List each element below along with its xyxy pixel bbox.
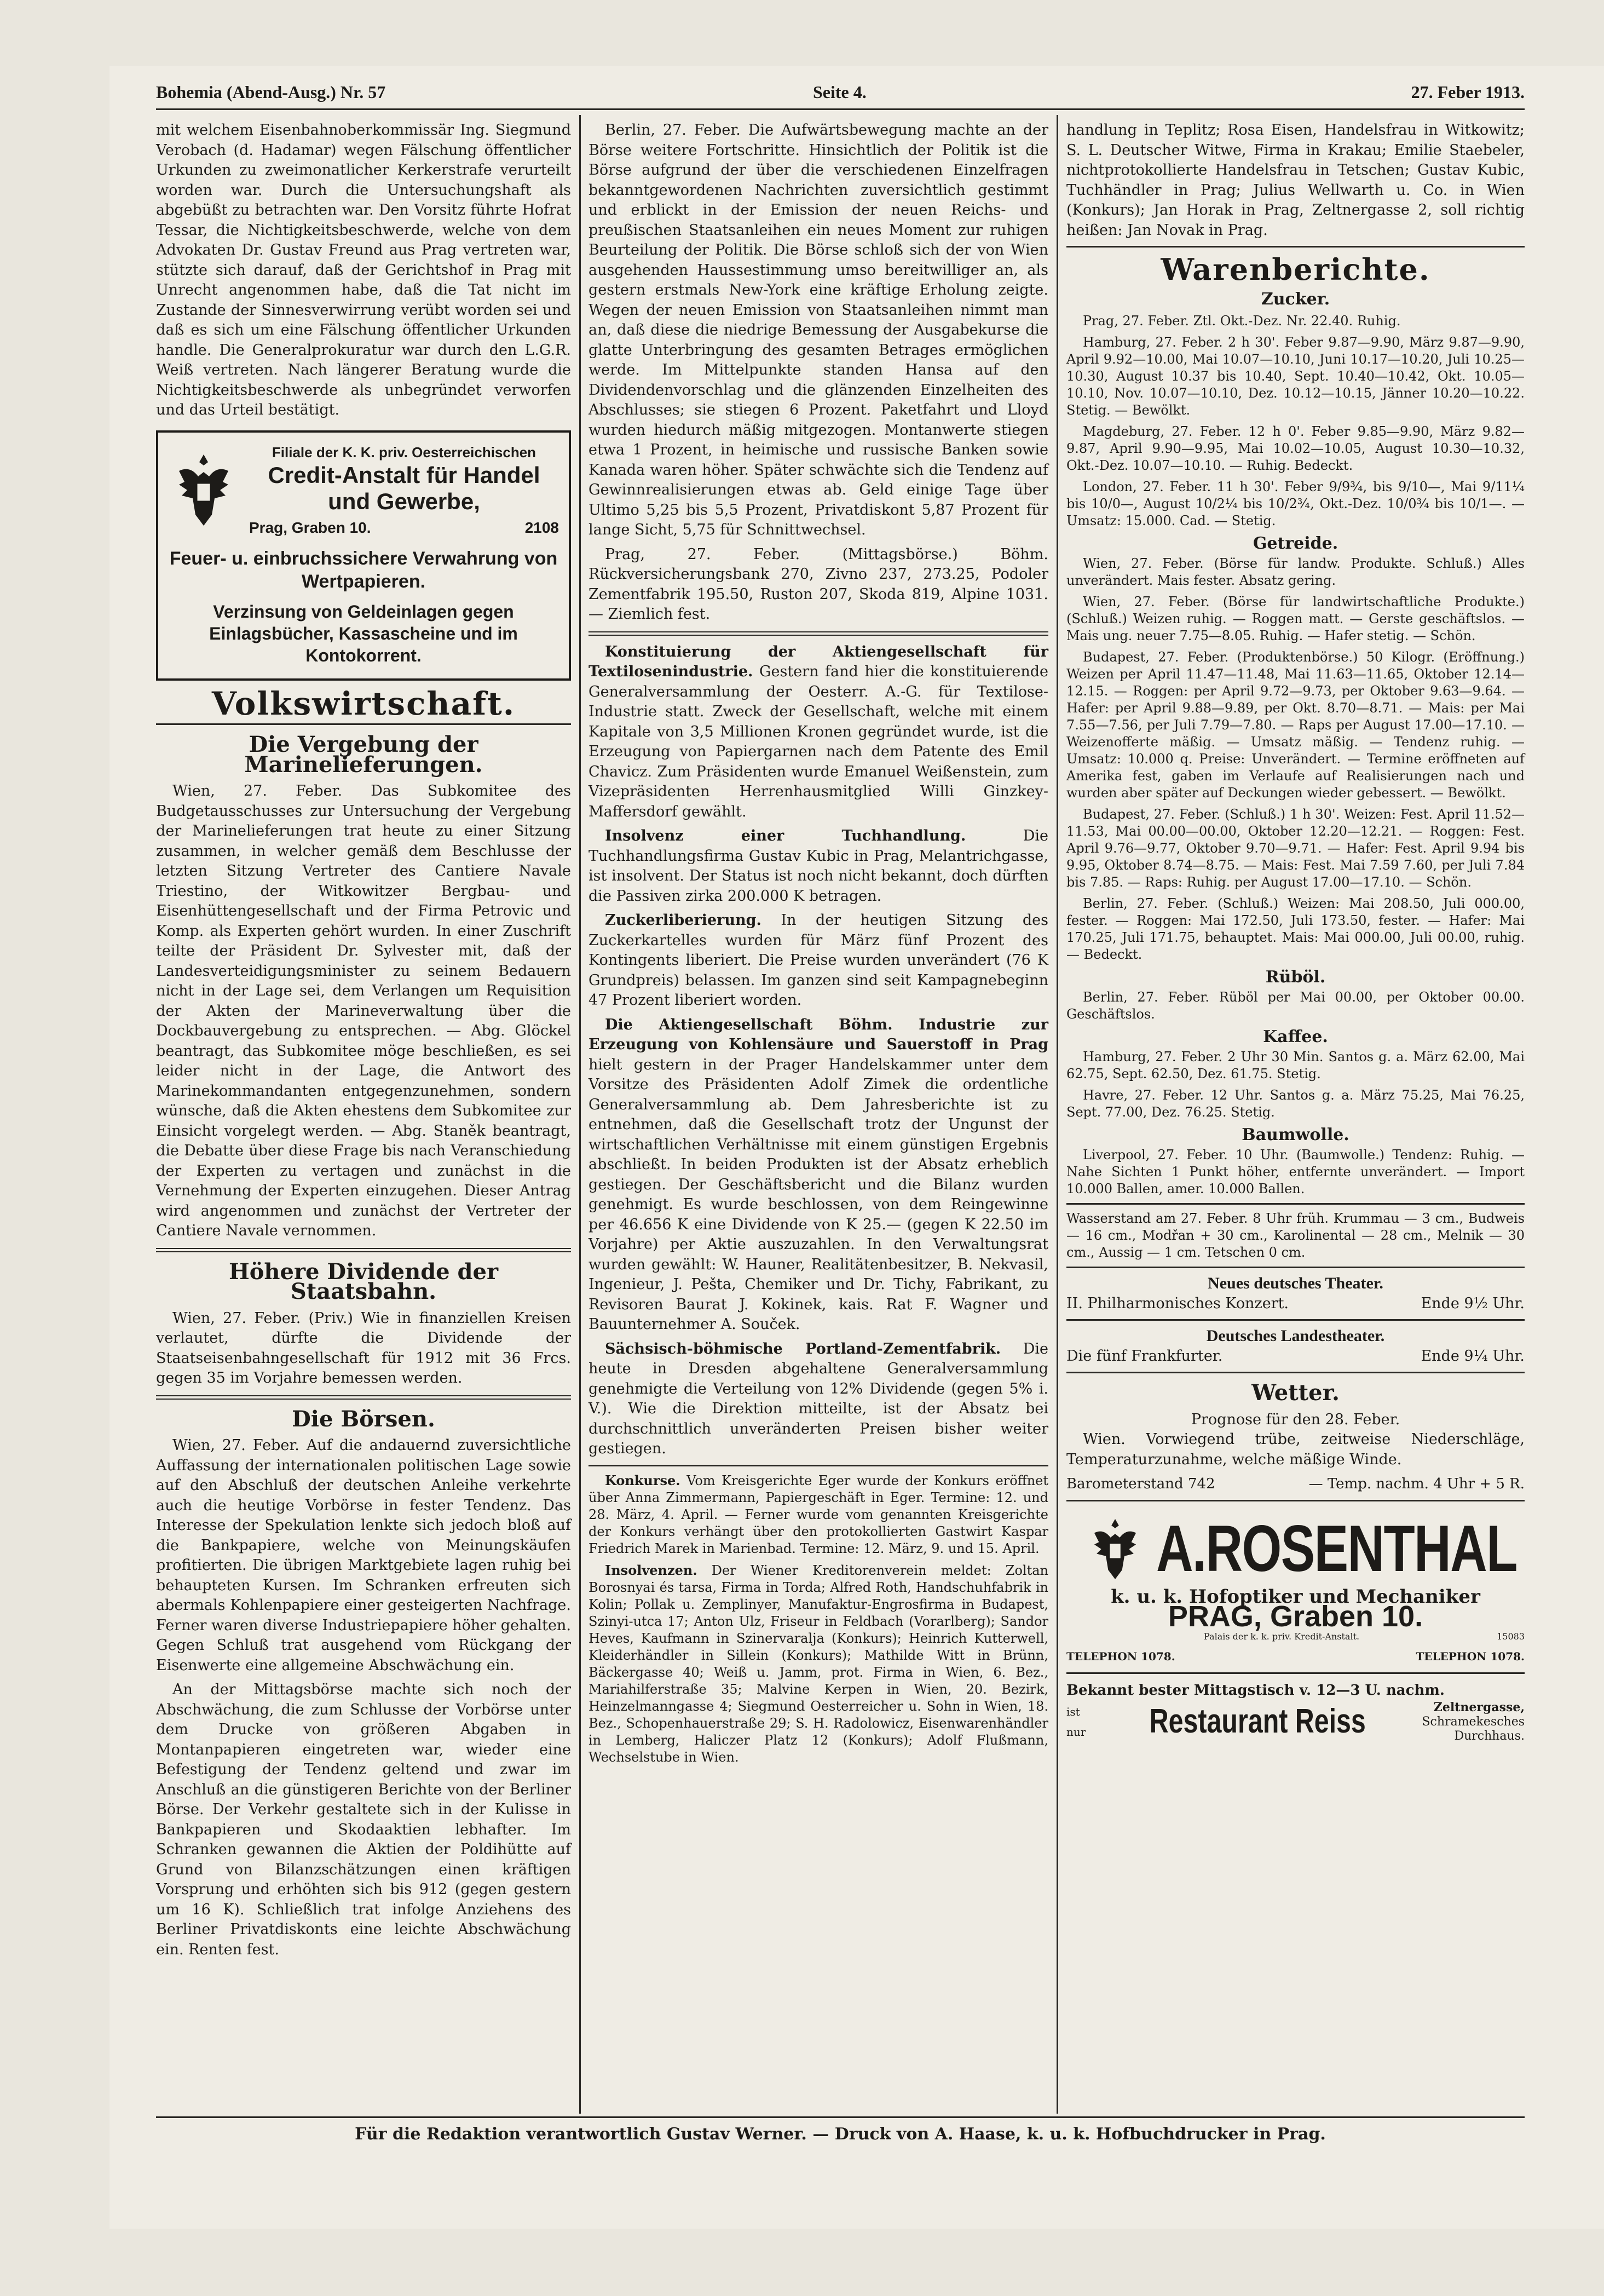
rosenthal-small: Palais der k. k. priv. Kredit-Anstalt. bbox=[1204, 1631, 1360, 1642]
getreide-title: Getreide. bbox=[1253, 534, 1338, 553]
reiss-pre: ist nur bbox=[1066, 1705, 1086, 1739]
footer-imprint: Für die Redaktion verantwortlich Gustav Werner. — Druck von A. Haase, k. u. k. Hofbuchdrucker in Prag. bbox=[355, 2125, 1326, 2144]
news-5-head: Sächsisch-böhmische Portland-Zementfabrik. bbox=[605, 1340, 1001, 1357]
reiss-ad bbox=[1066, 1681, 1525, 1744]
reiss-right-1: Zeltnergasse, bbox=[1433, 1700, 1525, 1714]
reiss-right-3: Durchhaus. bbox=[1454, 1729, 1525, 1743]
theater-2-title: Deutsches Landestheater. bbox=[1206, 1327, 1385, 1345]
barometer-value: Barometerstand 742 bbox=[1066, 1476, 1215, 1492]
zucker-item: London, 27. Feber. 11 h 30'. Feber 9/9¾, bis 9/10—, Mai 9/11¼ bis 10/0—, August 10/2¼ bis 10/2¾, Okt.-Dez. 10/0¾ bis 10/1—. — Umsatz: 15.000. Cad. — Stetig. bbox=[1066, 479, 1525, 528]
news-3-head: Zuckerliberierung. bbox=[605, 912, 761, 929]
column-1 bbox=[156, 120, 571, 2114]
theater-2-end: Ende 9¼ Uhr. bbox=[1421, 1347, 1525, 1365]
kaffee-item: Hamburg, 27. Feber. 2 Uhr 30 Min. Santos g. a. März 62.00, Mai 62.75, Sept. 62.50, Dez. 61.75. Stetig. bbox=[1066, 1049, 1525, 1081]
news-3-text: In der heutigen Sitzung des Zuckerkartelles wurden für März fünf Prozent des Kontingents liberiert. Die Preise wurden unverändert (76 K Grundpreis) belassen. Im ganzen sind seit Kampagnebeginn 47 Prozent liberiert worden. bbox=[588, 912, 1048, 1009]
news-6-head: Konkurse. bbox=[605, 1472, 680, 1488]
article-boersen-title: Die Börsen. bbox=[292, 1406, 435, 1432]
bank-line-1: Feuer- u. einbruchssichere Verwahrung von Wertpapieren. bbox=[169, 548, 558, 592]
wetter-text: Wien. Vorwiegend trübe, zeitweise Niederschläge, Temperaturzunahme, welche mäßige Winde. bbox=[1066, 1431, 1525, 1468]
wetter-title: Wetter. bbox=[1251, 1380, 1340, 1406]
news-4-head: Die Aktiengesellschaft Böhm. Industrie zur Erzeugung von Kohlensäure und Sauerstoff in Prag bbox=[588, 1016, 1048, 1053]
reiss-top: Bekannt bester Mittagstisch v. 12—3 U. nachm. bbox=[1066, 1682, 1445, 1699]
divider bbox=[1066, 1672, 1525, 1674]
getreide-item: Budapest, 27. Feber. (Produktenbörse.) 50 Kilogr. (Eröffnung.) Weizen per April 11.47—11.48, Mai 11.63—11.65, Oktober 12.14—12.15. — Roggen: per April 9.72—9.73, per Oktober 9.63—9.64. — Hafer: per April 9.88—9.89, per Okt. 8.70—8.71. — Mais: per Mai 7.55—7.56, per Juli 7.79—7.80. — Raps per August 17.00—17.10. — Weizenofferte mäßig. — Umsatz mäßig. — Tendenz ruhig. — Umsatz: 10.000 q. Preise: Unverändert. — Termine eröffneten auf Amerika fest, gaben im Verlaufe auf Realisierungen nach und wurden aber später auf Deckungen wieder gebessert. — Bewölkt. bbox=[1066, 649, 1525, 801]
col1-intro: mit welchem Eisenbahnoberkommissär Ing. Siegmund Verobach (d. Hadamar) wegen Fälschung öffentlicher Urkunden zu zweimonatlicher Kerkerstrafe verurteilt worden war. Durch die Untersuchungshaft als abgebüßt zu betrachten war. Den Vorsitz führte Hofrat Tessar, die Nichtigkeitsbeschwerde, welche von dem Advokaten Dr. Gustav Freund aus Prag vertreten war, stützte sich darauf, daß der Gerichtshof in Prag mit Unrecht angenommen habe, daß die Tat nicht im Zustande der Sinnesverwirrung verübt worden sei und daß es sich um eine Fälschung öffentlicher Urkunden handle. Die Generalprokuratur war durch den L.G.R. Weiß vertreten. Nach längerer Beratung wurde die Nichtigkeitsbeschwerde als unbegründet verworfen und das Urteil bestätigt. bbox=[156, 122, 571, 418]
kaffee-title: Kaffee. bbox=[1263, 1027, 1328, 1046]
getreide-item: Wien, 27. Feber. (Börse für landwirtschaftliche Produkte.) (Schluß.) Weizen ruhig. — Roggen matt. — Gerste geschäftslos. — Mais ung. neuer 7.75—8.05. Ruhig. — Hafer stetig. — Schön. bbox=[1066, 594, 1525, 643]
news-1-text: Gestern fand hier die konstituierende Generalversammlung der Oesterr. A.-G. für Textilose-Industrie statt. Zweck der Gesellschaft, welche mit einem Kapitale von 3,5 Millionen Kronen gegründet wurde, ist die Erzeugung von Papiergarnen nach dem Patente des Emil Chavicz. Zum Präsidenten wurde Emanuel Weißenstein, zum Vizepräsidenten Herrenhausmitglied Willi Ginzkey-Maffersdorf gewählt. bbox=[588, 663, 1048, 820]
footer-rule bbox=[156, 2116, 1525, 2118]
rosenthal-line: k. u. k. Hofoptiker und Mechaniker bbox=[1111, 1585, 1480, 1608]
theater-1 bbox=[1066, 1274, 1525, 1314]
double-eagle-icon bbox=[1085, 1514, 1145, 1585]
theater-2-program: Die fünf Frankfurter. bbox=[1066, 1347, 1223, 1365]
column-2 bbox=[588, 120, 1048, 2114]
barometer bbox=[1066, 1474, 1525, 1494]
rosenthal-name: A.ROSENTHAL bbox=[1156, 1512, 1517, 1586]
section-warenberichte: Warenberichte. bbox=[1161, 252, 1430, 287]
rosenthal-address: PRAG, Graben 10. bbox=[1168, 1600, 1423, 1633]
getreide-item: Berlin, 27. Feber. (Schluß.) Weizen: Mai 208.50, Juli 000.00, fester. — Roggen: Mai 172.50, Juli 173.50, fester. — Hafer: Mai 170.25, Juli 171.75, behauptet. Mais: Mai 000.00, Juli 00.00, ruhig. — Bedeckt. bbox=[1066, 896, 1525, 962]
divider bbox=[1066, 1500, 1525, 1501]
boerse-berlin: Berlin, 27. Feber. Die Aufwärtsbewegung machte an der Börse weitere Fortschritte. Hinsichtlich der Politik ist die Börse aufgrund der über die verschiedenen Einzelfragen bekanntgewordenen Nachrichten zuversichtlich gestimmt und erblickt in der Emission der neuen Reichs- und preußischen Staatsanleihen ein neues Moment zur ruhigen Beurteilung der Politik. Die Börse schloß sich der von Wien ausgehenden Haussestimmung umso bereitwilliger an, als gestern erstmals New-York eine kräftige Erholung zeigte. Wegen der neuen Emission von Staatsanleihen nimmt man an, daß diese die niedrige Bemessung der Ausgabekurse die glatte Unterbringung des gesamten Betrages ermöglichen werde. Im Mittelpunkte standen Hansa auf den Dividendenvorschlag und die glänzenden Einzelheiten des Abschlusses; sie stiegen 6 Prozent. Paketfahrt und Lloyd wurden hiedurch mäßig mitgezogen. Montanwerte stiegen etwa 1 Prozent, in heimische und russische Banken sowie Kanada waren höher. Später schwächte sich die Tendenz auf Gewinnrealisierungen etwas ab. Geld einige Tage über Ultimo 5,25 bis 5,5 Prozent, Privatdiskont 5,87 Prozent für lange Sicht, 5,75 für Schnittwechsel. bbox=[588, 122, 1048, 538]
rosenthal-number: 15083 bbox=[1497, 1631, 1525, 1642]
divider bbox=[1066, 246, 1525, 248]
col3-intro: handlung in Teplitz; Rosa Eisen, Handelsfrau in Witkowitz; S. L. Deutscher Witwe, Firma in Krakau; Emilie Staebeler, nichtprotokollierte Handelsfrau in Tetschen; Gustav Kubic, Tuchhändler in Prag; Julius Wellwarth u. Co. in Wien (Konkurs); Jan Horak in Prag, Zeltnergasse 2, soll richtig heißen: Jan Novak in Prag. bbox=[1066, 122, 1525, 239]
theater-1-title: Neues deutsches Theater. bbox=[1208, 1274, 1383, 1292]
wasserstand: Wasserstand am 27. Feber. 8 Uhr früh. Krummau — 3 cm., Budweis — 16 cm., Modřan + 30 cm., Karolinental — 28 cm., Melnik — 30 cm., Aussig — 1 cm. Tetschen 0 cm. bbox=[1066, 1211, 1525, 1260]
divider bbox=[156, 1395, 571, 1400]
bank-line-2: Verzinsung von Geldeinlagen gegen Einlagsbücher, Kassascheine und im Kontokorrent. bbox=[209, 601, 518, 665]
article-staatsbahn-title: Höhere Dividende der Staatsbahn. bbox=[228, 1258, 499, 1304]
bank-subtitle: Filiale der K. K. priv. Oesterreichischen bbox=[272, 444, 536, 461]
double-eagle-icon bbox=[168, 449, 239, 531]
masthead bbox=[156, 82, 1525, 110]
column-rule-2 bbox=[1057, 115, 1058, 2114]
article-boersen-text-2: An der Mittagsbörse machte sich noch der Abschwächung, die zum Schlusse der Vorbörse unter dem Drucke von größeren Abgaben in Montanpapieren eingetreten war, wieder eine Befestigung der Tendenz geltend und zwar im Anschluß an die günstigeren Berichte von der Berliner Börse. Der Verkehr gestaltete sich in der Kulisse in Bankpapieren und Skodaaktien lebhafter. Im Schranken gewannen die Aktien der Poldihütte auf Grund von Bilanzschätzungen einen kräftigen Vorsprung und erhöhten sich bis 912 (gegen gestern um 16 K). Schließlich trat infolge Anziehens des Berliner Privatdiskonts eine leichte Abschwächung ein. Renten fest. bbox=[156, 1681, 571, 1958]
zucker-item: Magdeburg, 27. Feber. 12 h 0'. Feber 9.85—9.90, März 9.82—9.87, April 9.90—9.95, Mai 10.02—10.05, August 10.30—10.32, Okt.-Dez. 10.07—10.10. — Ruhig. Bedeckt. bbox=[1066, 424, 1525, 473]
news-7-text: Der Wiener Kreditorenverein meldet: Zoltan Borosnyai és tarsa, Firma in Torda; Alfred Roth, Handschuhfabrik in Kolin; Pollak u. Zemplinyer, Manufaktur-Engrosfirma in Budapest, Szinyi-utca 17; Anton Ulz, Friseur in Feldbach (Vorarlberg); Sandor Heves, Kaufmann in Szinervaralja (Konkurs); Heinrich Kutterwell, Kleiderhändler in Sillein (Konkurs); Mathilde Witt in Brünn, Bäckergasse 40; Weiß u. Jamm, prot. Firma in Wien, 6. Bez., Mariahilferstraße 35; Malvine Kerpen in Wien, 20. Bezirk, Heinzelmanngasse 4; Siegmund Oesterreicher u. Sohn in Wien, 18. Bez., Schopenhauerstraße 29; S. H. Radolowicz, Eisenwarenhändler in Lemberg, Haliczer Platz 12 (Konkurs); Adolf Flußmann, Wechselstube in Wien. bbox=[588, 1562, 1048, 1765]
bank-name: Credit-Anstalt für Handel und Gewerbe, bbox=[268, 462, 540, 514]
divider bbox=[1066, 1267, 1525, 1268]
news-2-head: Insolvenz einer Tuchhandlung. bbox=[605, 827, 966, 844]
divider bbox=[1066, 1319, 1525, 1321]
column-rule-1 bbox=[579, 115, 581, 2114]
boerse-prag: Prag, 27. Feber. (Mittagsbörse.) Böhm. Rückversicherungsbank 270, Zivno 237, 273.25, Podoler Zementfabrik 195.50, Ruston 207, Skoda 819, Alpine 1031. — Ziemlich fest. bbox=[588, 545, 1048, 623]
bank-number: 2108 bbox=[524, 519, 559, 536]
ruebol-title: Rüböl. bbox=[1265, 968, 1326, 987]
reiss-name: Restaurant Reiss bbox=[1150, 1702, 1366, 1741]
credit-anstalt-ad bbox=[156, 430, 571, 681]
theater-1-program: II. Philharmonisches Konzert. bbox=[1066, 1294, 1289, 1312]
getreide-item: Budapest, 27. Feber. (Schluß.) 1 h 30'. Weizen: Fest. April 11.52—11.53, Mai 00.00—00.00, Oktober 12.20—12.21. — Roggen: Fest. April 9.76—9.77, Oktober 9.70—9.71. — Hafer: Fest. April 9.94 bis 9.95, Oktober 8.74—8.75. — Mais: Fest. Mai 7.59 7.60, per Juli 7.84 bis 7.85. — Raps: Ruhig. per August 17.00—17.10. — Schön. bbox=[1066, 807, 1525, 890]
section-volkswirtschaft: Volkswirtschaft. bbox=[211, 684, 516, 722]
kaffee-item: Havre, 27. Feber. 12 Uhr. Santos g. a. März 75.25, Mai 76.25, Sept. 77.00, Dez. 76.25. Stetig. bbox=[1066, 1087, 1525, 1120]
zucker-item: Prag, 27. Feber. Ztl. Okt.-Dez. Nr. 22.40. Ruhig. bbox=[1083, 313, 1401, 329]
article-staatsbahn-text: Wien, 27. Feber. (Priv.) Wie in finanziellen Kreisen verlautet, dürfte die Dividende der Staatseisenbahngesellschaft für 1912 mit 36 Frcs. gegen 35 im Vorjahre bemessen werden. bbox=[156, 1309, 571, 1386]
baumwolle-title: Baumwolle. bbox=[1242, 1125, 1349, 1144]
zucker-title: Zucker. bbox=[1261, 289, 1330, 309]
masthead-title: Bohemia (Abend-Ausg.) Nr. 57 bbox=[156, 82, 386, 102]
column-3 bbox=[1066, 120, 1525, 2114]
news-7-head: Insolvenzen. bbox=[605, 1562, 697, 1578]
news-1-head: Konstituierung der Aktiengesellschaft für Textilosenindustrie. bbox=[588, 643, 1048, 680]
news-5-text: Die heute in Dresden abgehaltene Generalversammlung genehmigte die Verteilung von 12% Dividende (gegen 5% i. V.). Wie die Direktion mitteilte, ist der Absatz bei durchschnittlich unveränderten Preisen bisher weiter gestiegen. bbox=[588, 1340, 1048, 1457]
news-4-text: hielt gestern in der Prager Handelskammer unter dem Vorsitze des Präsidenten Adolf Zimek die ordentliche Generalversammlung ab. Dem Jahresberichte ist zu entnehmen, daß die Gesellschaft trotz der Ungunst der wirtschaftlichen Verhältnisse mit einem günstigen Ergebnis abschließt. In beiden Produkten ist der Absatz erheblich gestiegen. Der Geschäftsbericht und die Bilanz wurden genehmigt. Es wurde beschlossen, von dem Reingewinne per 46.656 K eine Dividende von K 25.— (gegen K 22.50 im Vorjahre) per Aktie auszuzahlen. In den Verwaltungsrat wurden gewählt: W. Hauner, Realitätenbesitzer, B. Nekvasil, Ingenieur, J. Pešta, Chemiker und Dr. Tichy, Fabrikant, zu Revisoren Baurat J. Kokinek, kais. Rat F. Wagner und Bauunternehmer A. Souček. bbox=[588, 1056, 1048, 1333]
divider bbox=[1066, 1203, 1525, 1205]
getreide-item: Wien, 27. Feber. (Börse für landw. Produkte. Schluß.) Alles unverändert. Mais fester. Absatz gering. bbox=[1066, 556, 1525, 588]
zucker-item: Hamburg, 27. Feber. 2 h 30'. Feber 9.87—9.90, März 9.87—9.90, April 9.92—10.00, Mai 10.07—10.10, Juni 10.17—10.20, Juli 10.25—10.30, August 10.37 bis 10.40, Sept. 10.40—10.42, Okt. 10.05—10.10, Nov. 10.07—10.10, Dez. 10.12—10.15, Jänner 10.20—10.22. Stetig. — Bewölkt. bbox=[1066, 335, 1525, 418]
header-rule bbox=[156, 108, 1525, 110]
theater-1-end: Ende 9½ Uhr. bbox=[1421, 1294, 1525, 1312]
baumwolle-item: Liverpool, 27. Feber. 10 Uhr. (Baumwolle.) Tendenz: Ruhig. — Nahe Sichten 1 Punkt höher, entfernte unverändert. — Import 10.000 Ballen, amer. 10.000 Ballen. bbox=[1066, 1147, 1525, 1196]
reiss-right-2: Schramekesches bbox=[1422, 1715, 1525, 1729]
rosenthal-telephone-right: TELEPHON 1078. bbox=[1416, 1650, 1525, 1663]
rosenthal-ad bbox=[1066, 1514, 1525, 1667]
news-6-text: Vom Kreisgerichte Eger wurde der Konkurs eröffnet über Anna Zimmermann, Papiergeschäft in Eger. Termine: 12. und 28. März, 4. April. — Ferner wurde vom genannten Kreisgerichte der Konkurs verhängt über den protokollierten Gastwirt Kaspar Friedrich Marek in Marienbad. Termine: 12. März, 9. und 15. April. bbox=[588, 1472, 1049, 1556]
divider bbox=[156, 1248, 571, 1252]
wetter-subtitle: Prognose für den 28. Feber. bbox=[1191, 1411, 1400, 1428]
masthead-date: 27. Feber 1913. bbox=[1411, 82, 1525, 102]
masthead-page: Seite 4. bbox=[813, 82, 867, 102]
news-2-text: Die Tuchhandlungsfirma Gustav Kubic in Prag, Melantrichgasse, ist insolvent. Der Status ist noch nicht bekannt, doch dürften die Passiven zirka 200.000 K betragen. bbox=[588, 827, 1048, 905]
temperature-value: — Temp. nachm. 4 Uhr + 5 R. bbox=[1308, 1476, 1525, 1492]
ruebol-item: Berlin, 27. Feber. Rüböl per Mai 00.00, per Oktober 00.00. Geschäftslos. bbox=[1066, 989, 1525, 1022]
article-marine-text: Wien, 27. Feber. Das Subkomitee des Budgetausschusses zur Untersuchung der Vergebung der Marinelieferungen trat heute zu einer Sitzung zusammen, in welcher gemäß dem Beschlusse der letzten Sitzung Vertreter des Cantiere Navale Triestino, der Witkowitzer Bergbau- und Eisenhüttengesellschaft und der Firma Petrovic und Komp. als Experten gehört wurden. In einer Zuschrift teilte der Präsident Dr. Sylvester mit, daß der Landesverteidigungsminister zu seinem Bedauern nicht in der Lage sei, dem Verlangen um Requisition der Akten der Marineverwaltung über die Dockbauvergebung zu entsprechen. — Abg. Glöckel beantragt, das Subkomitee möge beschließen, es sei leider nicht in der Lage, die Antwort des Marinekommandanten entgegenzunehmen, sondern wünsche, daß die Akten ehestens dem Subkomitee zur Einsicht vorgelegt werden. — Abg. Staněk beantragt, die Debatte über diese Frage bis nach Veranschiedung der Experten zu vertagen und zunächst in die Vernehmung der Experten einzugehen. Dieser Antrag wird angenommen und zunächst der Vertreter der Cantiere Navale vernommen. bbox=[156, 782, 571, 1239]
divider bbox=[1066, 1372, 1525, 1373]
rosenthal-telephone-left: TELEPHON 1078. bbox=[1066, 1650, 1175, 1663]
bank-address: Prag, Graben 10. bbox=[249, 519, 371, 536]
article-boersen-text-1: Wien, 27. Feber. Auf die andauernd zuversichtliche Auffassung der internationalen politischen Lage sowie auf den Abschluß der deutschen Anleihe verkehrte auch die heutige Vorbörse in fester Tendenz. Das Interesse der Spekulation lenkte sich jedoch bloß auf die Bankpapiere, welche von Meinungskäufen profitierten. Die übrigen Marktgebiete lagen ruhig bei behaupteten Kursen. Im Schranken erfreuten sich abermals Kohlenpapiere einer gesteigerten Nachfrage. Ferner waren diverse Industriepapiere höher gehalten. Gegen Schluß trat ausgehend vom Rückgang der Eisenwerte eine allgemeine Abschwächung ein. bbox=[156, 1437, 571, 1674]
zucker-list bbox=[1066, 313, 1525, 1261]
article-marine-title: Die Vergebung der Marinelieferungen. bbox=[244, 732, 483, 778]
theater-2 bbox=[1066, 1326, 1525, 1366]
divider bbox=[588, 1465, 1048, 1466]
divider bbox=[588, 631, 1048, 636]
divider bbox=[156, 723, 571, 725]
